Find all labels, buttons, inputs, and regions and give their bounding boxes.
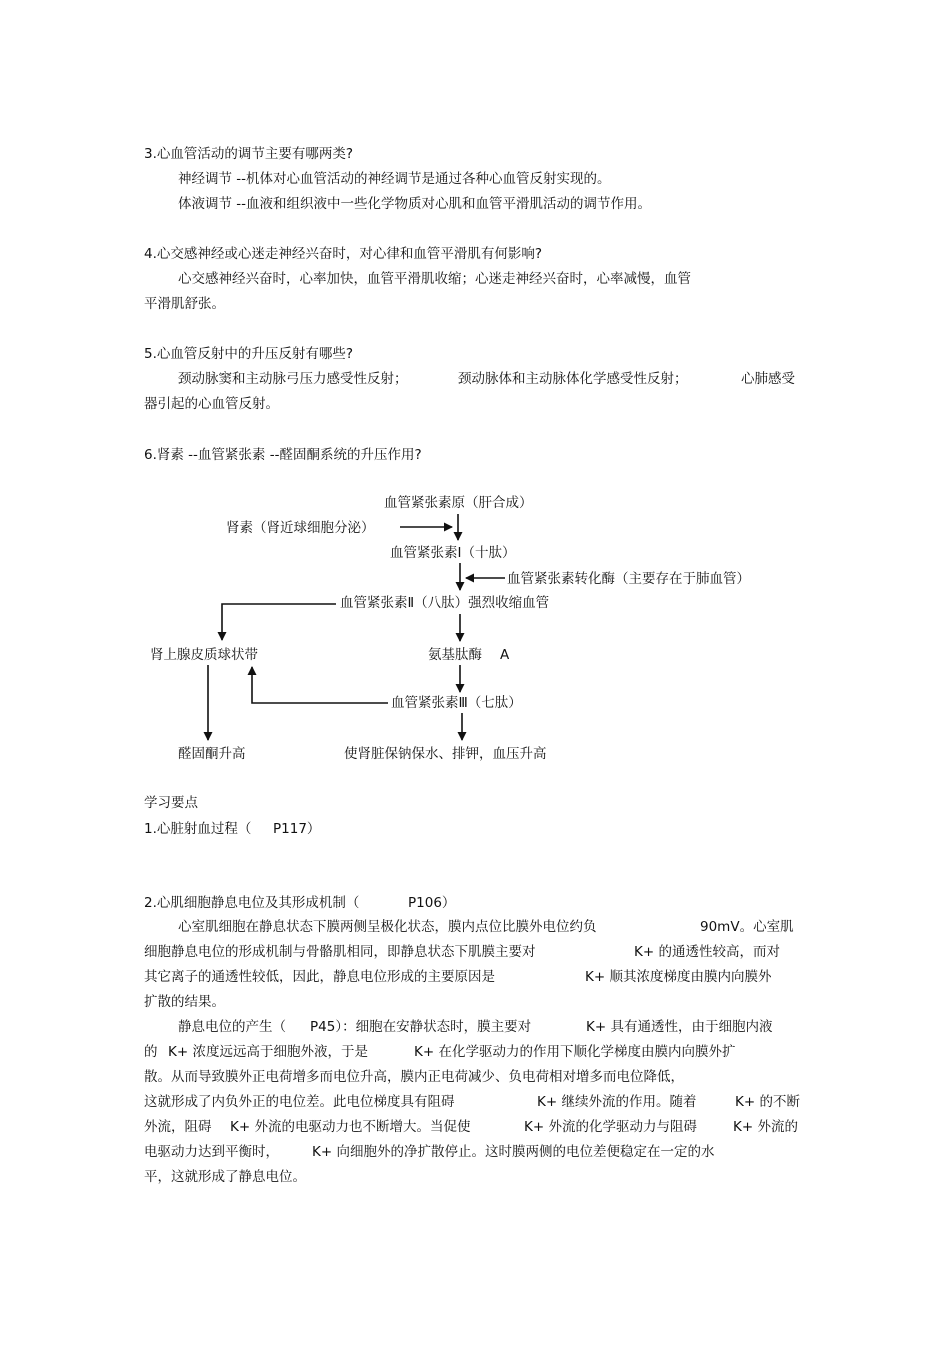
diagram-renin: 肾素（肾近球细胞分泌）	[226, 520, 375, 536]
item2-p2-l6a: 电驱动力达到平衡时，	[144, 1144, 279, 1160]
item2-p2-l4c: K+ 的不断	[735, 1094, 800, 1110]
q3-title: 3.心血管活动的调节主要有哪两类?	[144, 146, 354, 162]
item2-p1-l2b: K+ 的通透性较高，而对	[634, 944, 780, 960]
item2-p2-l6b: K+ 向细胞外的净扩散停止。这时膜两侧的电位差便稳定在一定的水	[312, 1144, 715, 1160]
item2-p2-l1c: K+ 具有通透性，由于细胞内液	[586, 1019, 773, 1035]
item2-p2-l5d: K+ 外流的	[733, 1119, 798, 1135]
diagram-aminopeptidase-letter: A	[500, 647, 510, 663]
q4-title: 4.心交感神经或心迷走神经兴奋时，对心律和血管平滑肌有何影响?	[144, 246, 543, 262]
item2-p2-l1b: P45）：细胞在安静状态时，膜主要对	[310, 1019, 532, 1035]
item2-p1-l1b: 90mV。心室肌	[700, 919, 794, 935]
item2-p1-l4: 扩散的结果。	[144, 994, 225, 1010]
item2-p2-l5a: 外流，阻碍	[144, 1119, 212, 1135]
q3-line2: 体液调节 --血液和组织液中一些化学物质对心肌和血管平滑肌活动的调节作用。	[178, 196, 652, 212]
item2-p2-l1a: 静息电位的产生（	[178, 1019, 286, 1035]
diagram-aldosterone: 醛固酮升高	[178, 746, 246, 762]
q5-line1-part1: 颈动脉窦和主动脉弓压力感受性反射；	[178, 371, 408, 387]
item2-p1-l3b: K+ 顺其浓度梯度由膜内向膜外	[585, 969, 772, 985]
item2-title-page: P106）	[408, 895, 456, 911]
item2-p1-l3a: 其它离子的通透性较低，因此，静息电位形成的主要原因是	[144, 969, 495, 985]
diagram-angiotensinogen: 血管紧张素原（肝合成）	[384, 495, 533, 511]
diagram-ang1: 血管紧张素Ⅰ（十肽）	[390, 545, 516, 561]
q3-line1: 神经调节 --机体对心血管活动的神经调节是通过各种心血管反射实现的。	[178, 171, 611, 187]
diagram-aminopeptidase: 氨基肽酶	[428, 647, 482, 663]
item2-p2-l2a: 的	[144, 1044, 158, 1060]
q6-title: 6.肾素 --血管紧张素 --醛固酮系统的升压作用?	[144, 447, 422, 463]
item2-p2-l4b: K+ 继续外流的作用。随着	[537, 1094, 697, 1110]
q5-line1-part2: 颈动脉体和主动脉体化学感受性反射；	[458, 371, 688, 387]
diagram-ace: 血管紧张素转化酶（主要存在于肺血管）	[507, 571, 750, 587]
item2-p2-l7: 平，这就形成了静息电位。	[144, 1169, 306, 1185]
diagram-kidney-effect: 使肾脏保钠保水、排钾，血压升高	[344, 746, 547, 762]
q5-line1-part3: 心肺感受	[741, 371, 795, 387]
item2-title-text: 2.心肌细胞静息电位及其形成机制（	[144, 895, 360, 911]
arrow-ang2-to-adrenal	[222, 604, 336, 640]
item2-p2-l4a: 这就形成了内负外正的电位差。此电位梯度具有阻碍	[144, 1094, 455, 1110]
item2-p1-l2a: 细胞静息电位的形成机制与骨骼肌相同，即静息状态下肌膜主要对	[144, 944, 536, 960]
q4-line2: 平滑肌舒张。	[144, 296, 225, 312]
item2-p2-l2c: K+ 在化学驱动力的作用下顺化学梯度由膜内向膜外扩	[414, 1044, 736, 1060]
study-item1-text: 1.心脏射血过程（	[144, 821, 252, 837]
q5-title: 5.心血管反射中的升压反射有哪些?	[144, 346, 354, 362]
item2-p1-l1a: 心室肌细胞在静息状态下膜两侧呈极化状态，膜内点位比膜外电位约负	[178, 919, 597, 935]
study-item1-page: P117）	[273, 821, 321, 837]
diagram-adrenal-cortex: 肾上腺皮质球状带	[150, 647, 258, 663]
item2-p2-l5b: K+ 外流的电驱动力也不断增大。当促使	[230, 1119, 471, 1135]
item2-p2-l3: 散。从而导致膜外正电荷增多而电位升高，膜内正电荷减少、负电荷相对增多而电位降低，	[144, 1069, 684, 1085]
q5-line2: 器引起的心血管反射。	[144, 396, 279, 412]
item2-p2-l2b: K+ 浓度远远高于细胞外液，于是	[168, 1044, 368, 1060]
diagram-ang2: 血管紧张素Ⅱ（八肽）强烈收缩血管	[340, 595, 550, 611]
arrow-ang3-to-adrenal	[252, 667, 388, 703]
q4-line1: 心交感神经兴奋时，心率加快，血管平滑肌收缩；心迷走神经兴奋时，心率减慢，血管	[178, 271, 691, 287]
item2-p2-l5c: K+ 外流的化学驱动力与阻碍	[524, 1119, 697, 1135]
study-heading: 学习要点	[144, 795, 198, 811]
diagram-ang3: 血管紧张素Ⅲ（七肽）	[391, 695, 522, 711]
